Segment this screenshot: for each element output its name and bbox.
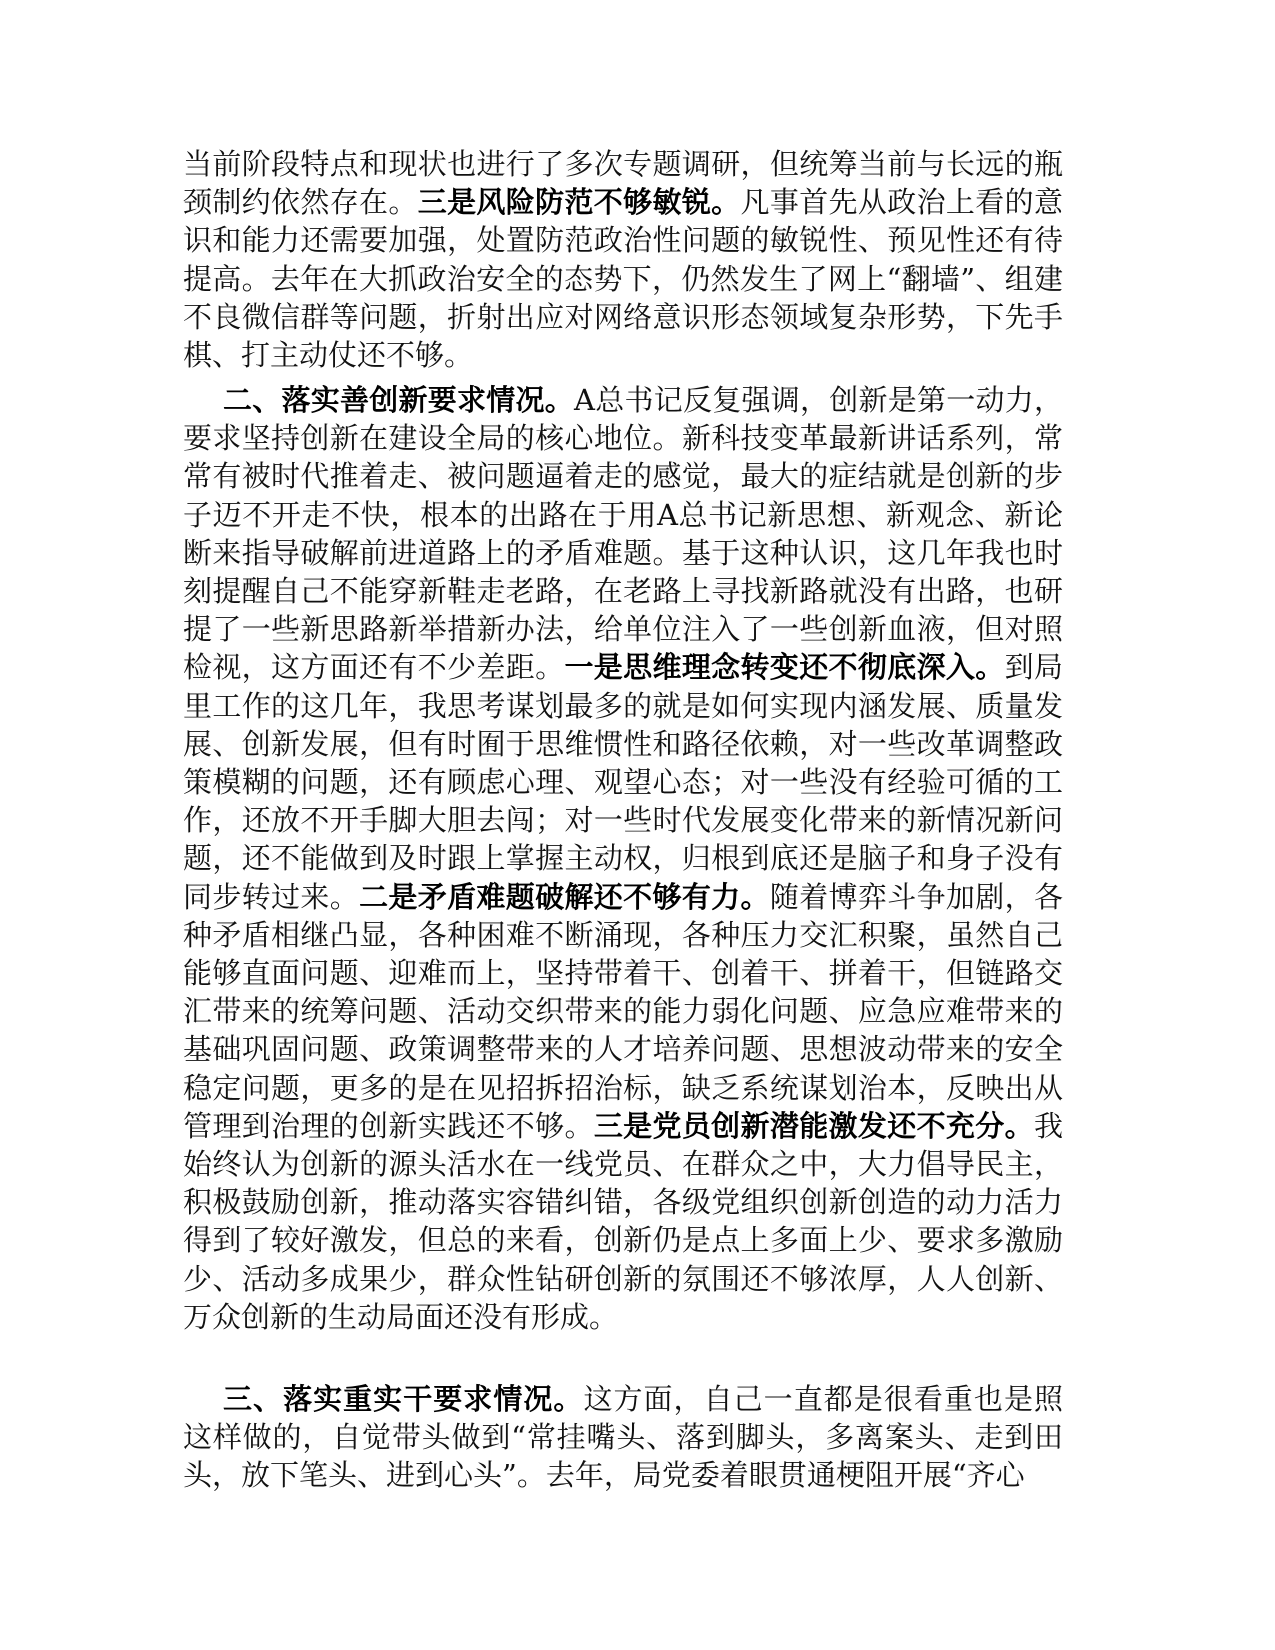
section-heading-run: 二、落实善创新要求情况。: [223, 383, 575, 417]
text-run: 这方面，自己一直都是很看重也是照这样做的，自觉带头做到“常挂嘴头、落到脚头，多离案头、走到田头，放下笔头、进到心头”。去年，局党委着眼贯通梗阻开展“齐心: [183, 1382, 1063, 1493]
paragraph-continuation: [183, 145, 1063, 374]
text-run: 凡事首先从政治上看的意识和能力还需要加强，处置防范政治性问题的敏锐性、预见性还有待提高。去年在大抓政治安全的态势下，仍然发生了网上“翻墙”、组建不良微信群等问题，折射出应对网络意识形态领域复杂形势，下先手棋、打主动仗还不够。: [183, 185, 1063, 373]
text-run: 到局里工作的这几年，我思考谋划最多的就是如何实现内涵发展、质量发展、创新发展，但有时囿于思维惯性和路径依赖，对一些改革调整政策模糊的问题，还有顾虑心理、观望心态；对一些没有经验可循的工作，还放不开手脚大胆去闯；对一些时代发展变化带来的新情况新问题，还不能做到及时跟上掌握主动权，归根到底还是脑子和身子没有同步转过来。: [183, 650, 1063, 914]
paragraph-practical-work-section: [183, 1380, 1063, 1495]
text-run: 当前阶段特点和现状也进行了多次专题调研，但统筹当前与长远的瓶颈制约依然存在。: [183, 147, 1063, 220]
bold-heading-run: 二是矛盾难题破解还不够有力。: [359, 879, 770, 914]
bold-heading-run: 三是党员创新潜能激发还不充分。: [593, 1108, 1034, 1143]
paragraph-innovation-section: [183, 381, 1063, 1336]
text-run: 随着博弈斗争加剧，各种矛盾相继凸显，各种困难不断涌现，各种压力交汇积聚，虽然自己能够直面问题、迎难而上，坚持带着干、创着干、拼着干，但链路交汇带来的统筹问题、活动交织带来的能力弱化问题、应急应难带来的基础巩固问题、政策调整带来的人才培养问题、思想波动带来的安全稳定问题，更多的是在见招拆招治标，缺乏系统谋划治本，反映出从管理到治理的创新实践还不够。: [183, 879, 1063, 1143]
section-heading-run: 三、落实重实干要求情况。: [223, 1382, 584, 1416]
bold-heading-run: 一是思维理念转变还不彻底深入。: [564, 650, 1005, 685]
bold-heading-run: 三是风险防范不够敏锐。: [417, 185, 741, 220]
text-run: A总书记反复强调，创新是第一动力，要求坚持创新在建设全局的核心地位。新科技变革最新讲话系列，常常有被时代推着走、被问题逼着走的感觉，最大的症结就是创新的步子迈不开走不快，根本的出路在于用A总书记新思想、新观念、新论断来指导破解前进道路上的矛盾难题。基于这种认识，这几年我也时刻提醒自己不能穿新鞋走老路，在老路上寻找新路就没有出路，也研提了一些新思路新举措新办法，给单位注入了一些创新血液，但对照检视，这方面还有不少差距。: [183, 383, 1063, 685]
text-run: 我始终认为创新的源头活水在一线党员、在群众之中，大力倡导民主，积极鼓励创新，推动落实容错纠错，各级党组织创新创造的动力活力得到了较好激发，但总的来看，创新仍是点上多面上少、要求多激励少、活动多成果少，群众性钻研创新的氛围还不够浓厚，人人创新、万众创新的生动局面还没有形成。: [183, 1108, 1063, 1334]
